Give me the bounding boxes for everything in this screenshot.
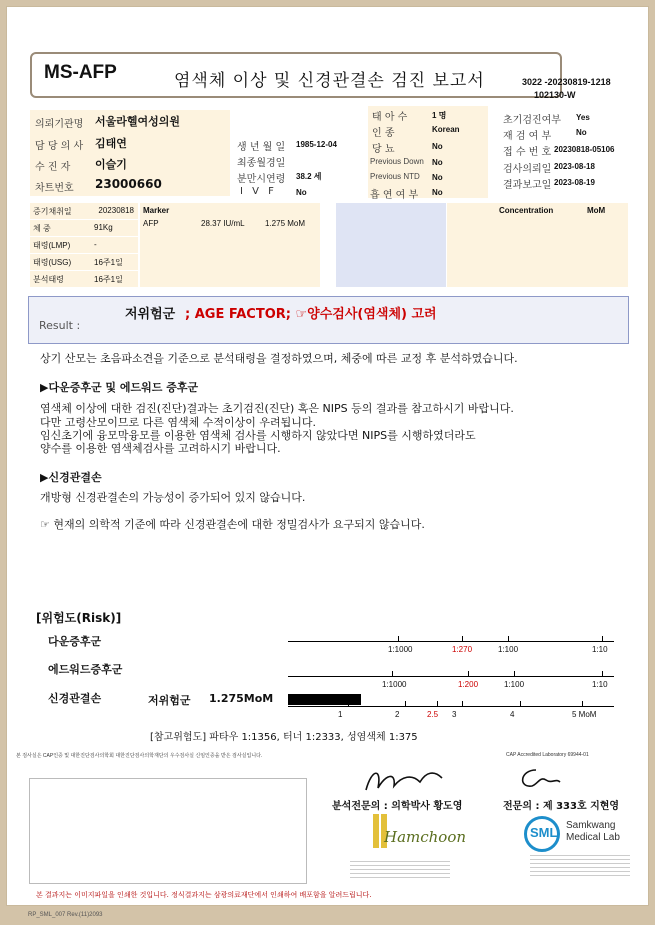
- accno-value: 20230818-05106: [554, 145, 615, 154]
- accno-label: 접 수 번 호: [503, 147, 552, 158]
- scale-tick-label: 1:100: [498, 645, 519, 654]
- sml-logo: SML: [584, 22, 628, 66]
- fetus-label: 태 아 수: [372, 112, 408, 123]
- body-para-4: 임신초기에 융모막융모를 이용한 염색체 검사를 시행하지 않았다면 NIPS를 시행하였더라도: [40, 429, 476, 442]
- patient-value: 이슬기: [95, 158, 127, 171]
- body-para-1: 상기 산모는 초음파소견을 기준으로 분석태령을 결정하였으며, 체중에 따른 교정 후 분석하였습니다.: [40, 352, 518, 365]
- section-heading-down: ▶다운증후군 및 에드워드 증후군: [40, 381, 199, 394]
- chart-label: 차트번호: [35, 183, 74, 194]
- prevdown-value: No: [432, 158, 443, 167]
- ivf-label: I V F: [240, 186, 277, 197]
- scale-tick-label: 1:10: [592, 680, 608, 689]
- smoke-value: No: [432, 188, 443, 197]
- analyst-signature: [362, 764, 446, 796]
- scale-tick-label: 4: [510, 710, 515, 719]
- samkwang-text: Samkwang Medical Lab: [566, 820, 620, 843]
- prevdown-label: Previous Down: [370, 157, 424, 166]
- samkwang-logo: [524, 816, 624, 856]
- retest-label: 재 검 여 부: [503, 131, 552, 142]
- result-label: Result :: [39, 319, 81, 332]
- measure-row: [30, 254, 138, 270]
- measure-value: 20230818: [98, 206, 134, 215]
- dob-value: 1985-12-04: [296, 140, 337, 149]
- ivf-value: No: [296, 188, 307, 197]
- edwards-scale-line: [288, 676, 614, 677]
- body-para-6: 개방형 신경관결손의 가능성이 증가되어 있지 않습니다.: [40, 491, 306, 504]
- report-code: 3022 -20230819-1218: [522, 77, 611, 87]
- specialist-name: 전문의 : 제 333호 지현영: [503, 801, 620, 812]
- scale-tick-label: 1:270: [452, 645, 473, 654]
- section-heading-ntd: ▶신경관결손: [40, 471, 102, 484]
- result-group: 저위험군: [125, 307, 176, 322]
- result-text: ; AGE FACTOR; ☞양수검사(염색체) 고려: [185, 307, 437, 322]
- ntd-risk-bar: [288, 694, 361, 705]
- scale-tick: [462, 636, 463, 641]
- scale-tick: [392, 671, 393, 676]
- prevntd-value: No: [432, 173, 443, 182]
- patient-label: 수 진 자: [35, 162, 71, 173]
- age-value: 38.2 세: [296, 172, 322, 181]
- doctor-value: 김태연: [95, 137, 127, 150]
- scale-tick-label: 5 MoM: [572, 710, 597, 719]
- hamchoon-logo: [370, 812, 470, 856]
- body-para-2: 염색체 이상에 대한 검진(진단)결과는 초기검진(진단) 혹은 NIPS 등의 결과를 참고하시기 바랍니다.: [40, 402, 514, 415]
- blank-panel: [336, 203, 446, 287]
- down-scale-line: [288, 641, 614, 642]
- scale-tick-label: 1:100: [504, 680, 525, 689]
- measure-row: [30, 203, 138, 219]
- measure-value: 16주1일: [94, 258, 123, 267]
- risk-ntd-label: 신경관결손: [48, 692, 102, 705]
- analyst-name: 분석전문의 : 의학박사 황도영: [332, 801, 463, 812]
- age-label: 분만시연령: [237, 174, 286, 185]
- samkwang-address: [530, 852, 630, 878]
- dm-label: 당 뇨: [372, 144, 395, 155]
- mom-header: MoM: [587, 206, 606, 215]
- risk-edwards-label: 에드워드증후군: [48, 663, 123, 676]
- body-para-7: ☞ 현재의 의학적 기준에 따라 신경관결손에 대한 정밀검사가 요구되지 않습니다.: [40, 518, 425, 531]
- memo-box: [29, 778, 307, 884]
- chart-value: 23000660: [95, 177, 162, 191]
- early-value: Yes: [576, 113, 590, 122]
- measure-value: -: [94, 240, 97, 249]
- measure-row: [30, 237, 138, 253]
- rep-value: 2023-08-19: [554, 178, 595, 187]
- scale-tick: [508, 636, 509, 641]
- scale-tick-label: 2.5: [427, 710, 439, 719]
- hospital-label: 의뢰기관명: [35, 119, 84, 130]
- scale-tick: [405, 701, 406, 706]
- race-label: 인 종: [372, 128, 395, 139]
- marker-panel: [140, 203, 320, 287]
- scale-tick: [520, 701, 521, 706]
- measure-label: 분석태령: [33, 275, 64, 284]
- ntd-group: 저위험군: [148, 694, 191, 707]
- risk-down-label: 다운증후군: [48, 635, 102, 648]
- title-box: [30, 52, 562, 98]
- measure-value: 16주1일: [94, 275, 123, 284]
- cert-note: 본 검사실은 CAP인증 및 대한진단검사의학회 대한진단검사의학재단의 우수검사실 신임인증을 받은 검사실입니다.: [16, 753, 263, 759]
- scale-tick: [602, 671, 603, 676]
- rep-label: 결과보고일: [503, 180, 552, 191]
- doctor-label: 담 당 의 사: [35, 141, 84, 152]
- ntd-mom: 1.275MoM: [209, 692, 274, 705]
- fetus-value: 1 명: [432, 111, 447, 120]
- measure-label: 증기채취일: [33, 207, 72, 216]
- scale-tick: [462, 701, 463, 706]
- measure-value: 91Kg: [94, 223, 113, 232]
- report-code-2: 102130-W: [534, 90, 576, 100]
- scale-tick-label: 2: [395, 710, 400, 719]
- scale-tick-label: 3: [452, 710, 457, 719]
- marker-value: 28.37 IU/mL: [201, 219, 245, 228]
- marker-mom: 1.275 MoM: [265, 219, 306, 228]
- ntd-scale-line: [288, 706, 614, 707]
- specialist-signature: [516, 764, 562, 792]
- measure-label: 태령(USG): [33, 258, 72, 267]
- print-warning: 본 결과지는 이미지파일을 인쇄한 것입니다. 정식결과지는 삼광의료재단에서 인쇄하여 배포함을 알려드립니다.: [36, 891, 372, 899]
- retest-value: No: [576, 128, 587, 137]
- result-box: [28, 296, 629, 344]
- body-para-5: 양수를 이용한 염색체검사를 고려하시기 바랍니다.: [40, 442, 281, 455]
- scale-tick-label: 1:1000: [388, 645, 413, 654]
- hospital-value: 서울라헬여성의원: [95, 115, 181, 128]
- scale-tick: [437, 701, 438, 706]
- cap-note: CAP Accredited Laboratory 69944-01: [506, 752, 589, 758]
- scale-tick: [398, 636, 399, 641]
- race-value: Korean: [432, 125, 460, 134]
- early-label: 초기검진여부: [503, 115, 561, 126]
- measure-label: 태령(LMP): [33, 241, 71, 250]
- body-para-3: 다만 고령산모이므로 다른 염색체 수적이상이 우려됩니다.: [40, 416, 317, 429]
- scale-tick: [514, 671, 515, 676]
- scale-tick: [468, 671, 469, 676]
- conc-header: Concentration: [499, 206, 554, 215]
- scale-tick-label: 1:200: [458, 680, 479, 689]
- scale-tick-label: 1:1000: [382, 680, 407, 689]
- reference-risk: [참고위험도] 파타우 1:1356, 터너 1:2333, 성염색체 1:375: [150, 732, 418, 743]
- smoke-label: 흡 연 여 부: [370, 190, 419, 201]
- lmp-label: 최종월경일: [237, 158, 286, 169]
- scale-tick-label: 1:10: [592, 645, 608, 654]
- measure-row: [30, 220, 138, 236]
- measure-row: [30, 271, 138, 287]
- marker-header: Marker: [143, 206, 170, 215]
- scale-tick-label: 1: [338, 710, 343, 719]
- scale-tick: [582, 701, 583, 706]
- dm-value: No: [432, 142, 443, 151]
- hamchoon-text: Hamchoon: [384, 828, 467, 846]
- form-number: RP_SML_007 Rev.(11)2093: [28, 912, 103, 918]
- req-label: 검사의뢰일: [503, 164, 552, 175]
- hamchoon-address: [350, 858, 450, 880]
- dob-label: 생 년 월 일: [237, 142, 286, 153]
- scale-tick: [602, 636, 603, 641]
- scale-tick: [348, 701, 349, 706]
- document-title: 염색체 이상 및 신경관결손 검진 보고서: [174, 71, 485, 91]
- marker-name: AFP: [143, 219, 159, 228]
- measure-label: 체 중: [33, 224, 51, 233]
- document-id: MS-AFP: [44, 62, 117, 83]
- prevntd-label: Previous NTD: [370, 172, 420, 181]
- samkwang-mark: SML: [530, 825, 558, 840]
- req-value: 2023-08-18: [554, 162, 595, 171]
- concentration-panel: [447, 203, 628, 287]
- risk-title: [위험도(Risk)]: [36, 611, 122, 625]
